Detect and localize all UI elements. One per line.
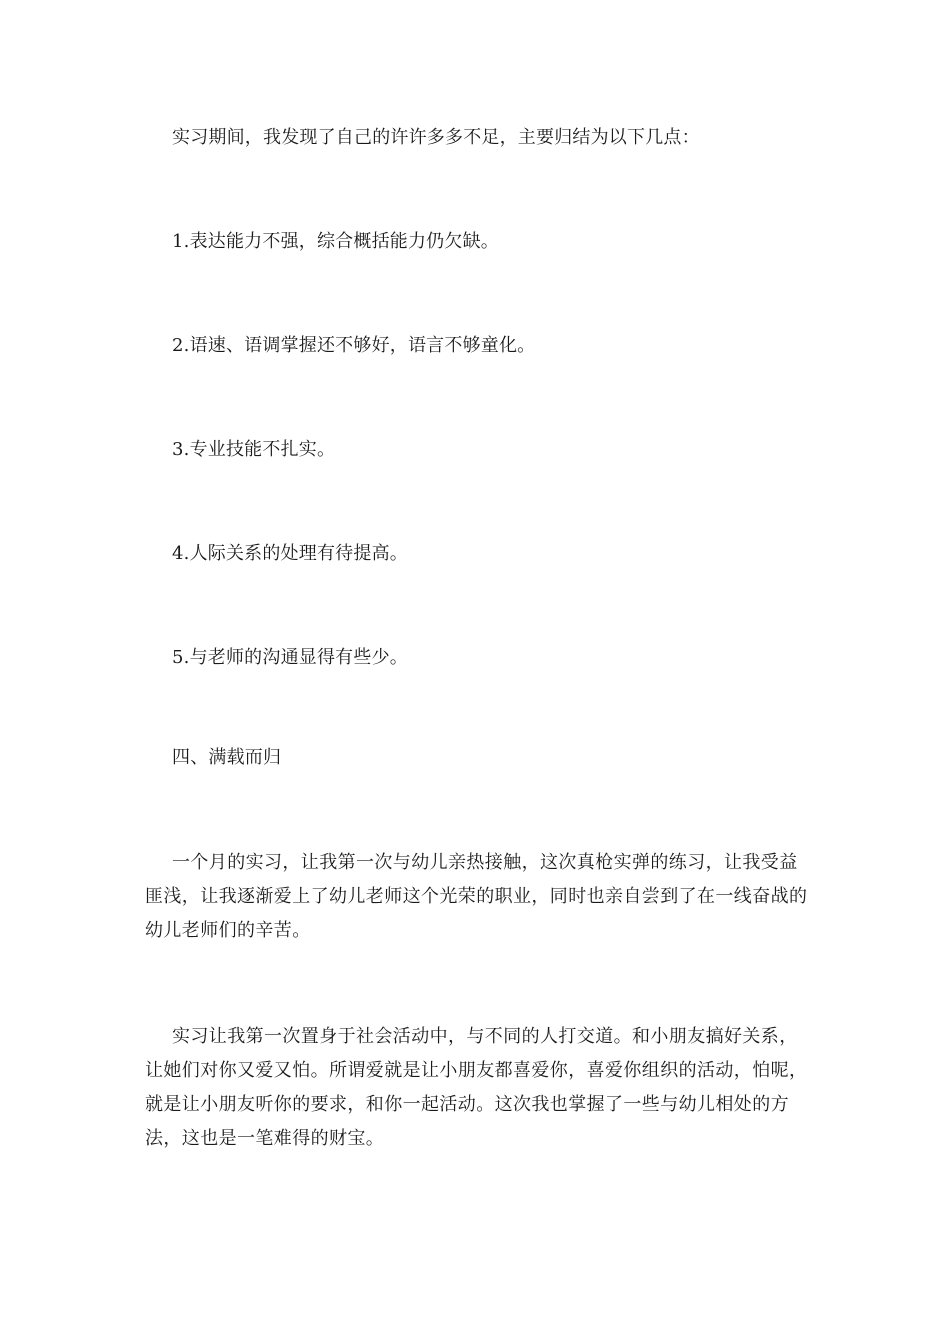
list-item-1: 1.表达能力不强，综合概括能力仍欠缺。 — [172, 231, 499, 252]
list-item-5: 5.与老师的沟通显得有些少。 — [172, 647, 408, 668]
paragraph-2: 实习让我第一次置身于社会活动中，与不同的人打交道。和小朋友搞好关系，让她们对你又爱又怕。所谓爱就是让小朋友都喜爱你，喜爱你组织的活动，怕呢，就是让小朋友听你的要求，和你一起活动。这次我也掌握了一些与幼儿相处的方法，这也是一笔难得的财宝。 — [145, 1026, 808, 1149]
paragraph-1: 一个月的实习，让我第一次与幼儿亲热接触，这次真枪实弹的练习，让我受益匪浅，让我逐渐爱上了幼儿老师这个光荣的职业，同时也亲自尝到了在一线奋战的幼儿老师们的辛苦。 — [145, 852, 808, 941]
section-heading: 四、满载而归 — [172, 747, 282, 768]
intro-line: 实习期间，我发现了自己的许许多多不足，主要归结为以下几点： — [172, 127, 700, 148]
list-item-2: 2.语速、语调掌握还不够好，语言不够童化。 — [172, 335, 536, 356]
list-item-3: 3.专业技能不扎实。 — [172, 439, 336, 460]
list-item-4: 4.人际关系的处理有待提高。 — [172, 543, 408, 564]
